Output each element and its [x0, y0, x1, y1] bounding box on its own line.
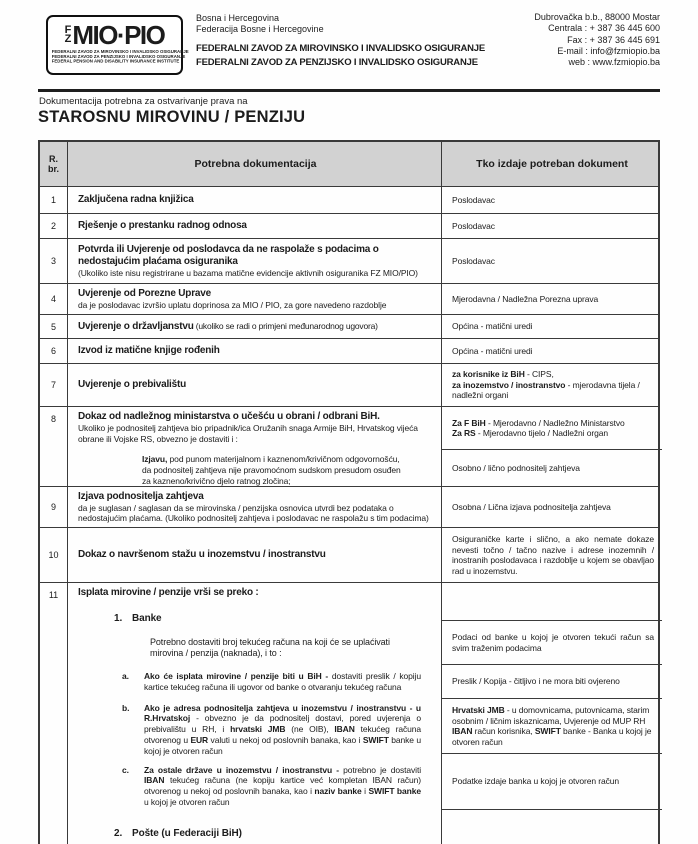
table-row [40, 186, 658, 213]
logo-fz-letters [64, 23, 72, 45]
issuer-cell [442, 339, 662, 363]
logo-letter-f: F [64, 23, 72, 36]
paragraph [452, 776, 654, 787]
paragraph [452, 632, 654, 653]
col-header-issuer-label: Tko izdaje potreban dokument [476, 158, 628, 170]
text-run: Općina - matični uredi [452, 345, 533, 356]
text-run: Za RS [452, 428, 476, 438]
paragraph [452, 195, 654, 206]
col-header-rbr-line1: R. [49, 154, 58, 164]
fzmiopio-logo [46, 15, 189, 75]
text-run: potrebno je dostaviti [343, 764, 421, 775]
issuer-cell [442, 698, 662, 753]
issuer-cell [442, 753, 662, 809]
table-row [40, 527, 658, 582]
contact-phone: Centrala : + 387 36 445 600 [548, 23, 660, 34]
issuer-cell [442, 214, 662, 238]
text-run: i [361, 786, 369, 797]
issuer-cell [442, 364, 662, 406]
table-row [40, 406, 658, 486]
text-run: Potvrda ili Uvjerenje od poslodavca da ne raspolaže s podacima o nedostajućim plaćama osiguranika [78, 243, 379, 267]
text-run: za korisnike iz BiH [452, 369, 525, 380]
contact-email: E-mail : info@fzmiopio.ba [557, 45, 660, 56]
issuer-column [442, 214, 662, 238]
text-run: Izvod iz matične knjige rođenih [78, 345, 220, 356]
institution-name-hr: FEDERALNI ZAVOD ZA MIROVINSKO I INVALIDSKO OSIGURANJE [196, 43, 486, 54]
issuer-cell [442, 664, 662, 698]
paragraph [452, 676, 654, 687]
doc-cell [68, 315, 442, 338]
text-run: Rješenje o prestanku radnog odnosa [78, 220, 247, 231]
institution-name-block [196, 42, 485, 69]
row-number: 10 [40, 528, 68, 582]
list-item-text [144, 703, 421, 757]
text-run: da je suglasan / saglasan da se mirovinska / penzijska osnovica utvrdi bez podataka o nedostajućim plaćama. (Ukoliko podnositelj zahtjeva i poslodavac ne raspolažu s tim podacima) [78, 502, 429, 523]
doc-cell [68, 407, 442, 486]
row-number: 7 [40, 364, 68, 406]
text-run: Uvjerenje o prebivalištu [78, 379, 187, 390]
doc-cell [68, 239, 442, 283]
paragraph [452, 534, 654, 576]
text-run: Dokaz od nadležnog ministarstva o učešću u obrani / odbrani BiH. [78, 411, 380, 422]
issuer-column [442, 407, 662, 486]
text-run: račun korisnika, [472, 726, 535, 736]
table-row [40, 314, 658, 338]
text-run: (ne OIB), [285, 724, 335, 735]
issuer-cell [442, 187, 662, 213]
text-run: Za F BiH [452, 417, 486, 428]
issuer-column [442, 583, 662, 844]
doc-item-title [78, 379, 433, 391]
text-run: Za ostale države u inozemstvu / inostranstvu - [144, 764, 344, 775]
text-run: tekućeg računa otvorenog u [144, 724, 421, 745]
list-item-text [132, 613, 162, 625]
text-run: Ako je adresa podnositelja zahtjeva u inozemstvu / inostranstvu - u R.Hrvatskoj [144, 702, 421, 724]
list-item-text [132, 828, 242, 840]
text-run: Osiguraničke karte i slično, a ako nemate dokaze nevesti točno / tačno nazive i adrese inozemnih / inostranih poslodavaca i razdoblje u kojem se obavljao rad u inozemstvu. [452, 534, 654, 576]
logo-wordmark [65, 19, 165, 50]
text-run: Poslodavac [452, 194, 495, 205]
col-header-issuer [442, 142, 662, 186]
doc-cell [68, 284, 442, 314]
issuer-column [442, 187, 662, 213]
issuer-cell [442, 239, 662, 283]
text-run: IBAN [452, 726, 473, 736]
text-run: IBAN [334, 724, 355, 735]
text-run: za inozemstvo / inostranstvo [452, 379, 566, 390]
issuer-cell [442, 449, 662, 486]
text-run: - mjerodavna tijela / nadležni organi [452, 379, 640, 401]
table-header-row [40, 142, 658, 186]
doc-cell [68, 364, 442, 406]
doc-item-title [78, 587, 433, 599]
country-line-2: Federacija Bosne i Hercegovine [196, 24, 324, 34]
list-marker: a. [122, 671, 129, 681]
logo-subtitle-line1: FEDERALNI ZAVOD ZA MIROVINSKO I INVALIDSKO OSIGURANJE [51, 50, 189, 55]
paragraph [150, 637, 425, 659]
text-run: - CIPS, [524, 369, 554, 380]
text-run: Poslodavac [452, 255, 495, 266]
text-run: Zaključena radna knjižica [78, 194, 194, 205]
contact-web: web : www.fzmiopio.ba [568, 57, 660, 68]
text-run: Izjava podnositelja zahtjeva [78, 490, 204, 502]
text-run: Banke [132, 613, 162, 624]
text-run: - obvezno je da podnositelj dostavi, pored uvjerenja o prebivalištu u RH, i [144, 713, 421, 735]
list-marker: 2. [114, 827, 123, 839]
table-row [40, 363, 658, 406]
text-run: Osobna / Lična izjava podnositelja zahtjeva [452, 501, 611, 512]
text-run: SWIFT [534, 726, 561, 736]
logo-subtitle [51, 50, 189, 64]
country-line-1: Bosna i Hercegovina [196, 13, 280, 23]
list-marker: c. [122, 764, 129, 775]
paragraph [452, 294, 654, 305]
table-row [40, 486, 658, 527]
row-number: 11 [40, 583, 68, 844]
page-title: STAROSNU MIROVINU / PENZIJU [38, 108, 306, 126]
logo-subtitle-line3: FEDERAL PENSION AND DISABILITY INSURANCE INSTITUTE [51, 59, 179, 64]
list-marker: 1. [114, 613, 123, 624]
paragraph [142, 454, 407, 486]
text-run: Osobno / lično podnositelj zahtjeva [452, 462, 580, 473]
text-run: hrvatski JMB [230, 724, 286, 735]
doc-table [38, 140, 660, 844]
text-run: dostaviti preslik / kopiju kartice tekućeg računa ili ugovor od banke o otvaranju tekućeg računa [144, 671, 421, 692]
row-number: 2 [40, 214, 68, 238]
table-row [40, 338, 658, 363]
doc-cell [68, 187, 442, 213]
institution-name-bs: FEDERALNI ZAVOD ZA PENZIJSKO I INVALIDSKO OSIGURANJE [196, 56, 478, 68]
table-row [40, 283, 658, 314]
text-run: Ako će isplata mirovine / penzije biti u BiH - [144, 671, 332, 681]
paragraph [452, 221, 654, 232]
issuer-cell [442, 809, 662, 844]
paragraph [122, 671, 421, 693]
list-item-text [144, 671, 421, 693]
doc-cell [68, 214, 442, 238]
text-run: - Mjerodavno / Nadležno Ministarstvo [485, 417, 625, 428]
paragraph [114, 828, 433, 840]
issuer-cell [442, 583, 662, 620]
issuer-column [442, 339, 662, 363]
paragraph [452, 369, 654, 380]
doc-item-title [78, 491, 433, 503]
row-number: 4 [40, 284, 68, 314]
doc-item-title [78, 288, 433, 300]
letterhead-divider-rule [38, 89, 660, 92]
text-run: Preslik / Kopija - čitljivo i ne mora biti ovjereno [452, 676, 620, 687]
row-number: 3 [40, 239, 68, 283]
text-run: tekućeg računa (ne kopiju kartice već kompletan IBAN račun) otvorenog u nekoj od poslovnih banaka, kao i [144, 775, 421, 797]
table-row [40, 213, 658, 238]
issuer-column [442, 239, 662, 283]
text-run: - u domovnicama, putovnicama, starim osobnim / ličnim iskaznicama, Uvjerenje od MUP RH [452, 705, 650, 726]
issuer-cell [442, 407, 662, 449]
issuer-column [442, 315, 662, 338]
doc-cell [68, 487, 442, 527]
doc-cell [68, 583, 442, 844]
col-header-documentation-label: Potrebna dokumentacija [194, 158, 317, 170]
text-run: (ukoliko se radi o primjeni međunarodnog ugovora) [193, 321, 378, 331]
text-run: SWIFT banke [368, 786, 421, 797]
col-header-rbr-line2: br. [47, 164, 59, 174]
text-run: - Mjerodavno tijelo / Nadležni organ [475, 428, 608, 438]
paragraph [122, 703, 421, 757]
contact-block [534, 12, 660, 68]
text-run: banke u kojoj je otvoren račun [144, 734, 421, 756]
text-run: Dokaz o navršenom stažu u inozemstvu / inostranstvu [78, 549, 326, 560]
paragraph [452, 418, 654, 429]
doc-item-title [78, 411, 433, 423]
paragraph [114, 613, 433, 625]
doc-item-title [78, 320, 433, 333]
issuer-cell [442, 284, 662, 314]
text-run: IBAN [144, 775, 165, 786]
doc-item-title [78, 549, 433, 561]
text-run: naziv banke [314, 786, 362, 797]
text-run: Mjerodavna / Nadležna Porezna uprava [452, 293, 599, 304]
issuer-column [442, 284, 662, 314]
issuer-column [442, 364, 662, 406]
issuer-cell [442, 528, 662, 582]
row-number: 9 [40, 487, 68, 527]
issuer-cell [442, 315, 662, 338]
contact-address: Dubrovačka b.b., 88000 Mostar [534, 12, 660, 22]
text-run: Isplata mirovine / penzije vrši se preko : [78, 587, 259, 598]
text-run: u kojoj je otvoren račun [144, 796, 230, 807]
paragraph [78, 268, 433, 279]
paragraph [452, 705, 654, 747]
col-header-documentation [68, 142, 442, 186]
paragraph [452, 346, 654, 357]
text-run: valuti u nekoj od poslovnih banaka, kao i [208, 734, 363, 745]
text-run: Potrebno dostaviti broj tekućeg računa na koji će se uplaćivati mirovina / penzija (naknada), i to : [150, 637, 390, 658]
paragraph [452, 380, 654, 401]
text-run: EUR [190, 734, 209, 745]
paragraph [452, 502, 654, 513]
paragraph [122, 765, 421, 808]
doc-item-title [78, 194, 433, 206]
doc-cell [68, 528, 442, 582]
paragraph [78, 300, 433, 311]
table-row [40, 582, 658, 844]
text-run: Uvjerenje o državljanstvu [78, 321, 194, 332]
contact-fax: Fax : + 387 36 445 691 [567, 34, 660, 45]
text-run: Pošte (u Federaciji BiH) [132, 827, 242, 839]
logo-letter-z: Z [64, 32, 72, 45]
row-number: 1 [40, 187, 68, 213]
text-run: Uvjerenje od Porezne Uprave [78, 287, 211, 299]
paragraph [452, 428, 654, 439]
country-block [196, 13, 324, 35]
text-run: Hrvatski JMB [452, 705, 505, 715]
text-run: Podaci od banke u kojoj je otvoren tekući račun sa svim traženim podacima [452, 632, 654, 653]
doc-cell [68, 339, 442, 363]
table-row [40, 238, 658, 283]
logo-name: MIO·PIO [72, 19, 165, 50]
text-run: da je poslodavac izvršio uplatu doprinosa za MIO / PIO, za gore navedeno razdoblje [78, 299, 387, 310]
text-run: pod punom materijalnom i kaznenom/krivičnom odgovornošću, da podnositelj zahtjeva nije pravomoćnom sudskom presudom osuđen za kazneno/krivično djelo ratnog zločina; [142, 454, 401, 486]
list-item-text [144, 765, 421, 808]
paragraph [452, 463, 654, 474]
text-run: Podatke izdaje banka u kojoj je otvoren račun [452, 776, 620, 787]
intro-text: Dokumentacija potrebna za ostvarivanje prava na [39, 96, 248, 107]
col-header-rbr [40, 142, 68, 186]
paragraph [452, 256, 654, 267]
paragraph [78, 503, 433, 524]
text-run: Poslodavac [452, 220, 495, 231]
text-run: Izjavu, [142, 454, 168, 464]
text-run: Općina - matični uredi [452, 321, 533, 332]
text-run: banke - Banka u kojoj je otvoren račun [452, 726, 652, 747]
issuer-column [442, 528, 662, 582]
issuer-column [442, 487, 662, 527]
text-run: Ukoliko je podnositelj zahtjeva bio pripadnik/ica Oružanih snaga Armije BiH, Hrvatskog vijeća obrane ili Vojske RS, obvezno je dostaviti i : [78, 423, 418, 444]
row-number: 5 [40, 315, 68, 338]
row-number: 6 [40, 339, 68, 363]
issuer-cell [442, 487, 662, 527]
text-run: (Ukoliko iste nisu registrirane u bazama matične evidencije aktivnih osiguranika FZ MIO/PIO) [78, 267, 418, 278]
doc-item-title [78, 345, 433, 357]
paragraph [452, 321, 654, 332]
paragraph [78, 423, 433, 444]
issuer-cell [442, 620, 662, 664]
row-number: 8 [40, 407, 68, 486]
doc-item-title [78, 244, 433, 268]
list-marker: b. [122, 702, 130, 713]
text-run: SWIFT [362, 734, 389, 745]
doc-item-title [78, 220, 433, 232]
logo-subtitle-line2: FEDERALNI ZAVOD ZA PENZIJSKO I INVALIDSKO OSIGURANJE [51, 54, 185, 60]
